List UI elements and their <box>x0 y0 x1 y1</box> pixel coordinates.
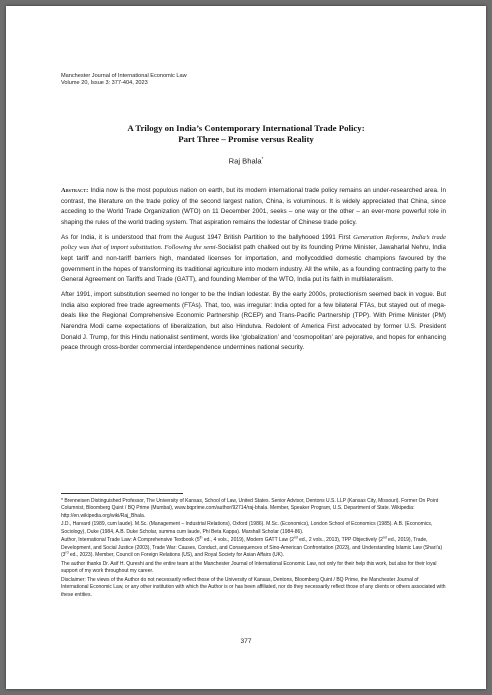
footnote-3-sup: nd <box>293 535 298 540</box>
footnote-3-part: ed., 2019), Trade, Development, and Social Justice (2003), Trade War: Causes, Conduct, and Consequences of Sino-American Confrontation (2023), and Understanding Islamic Law (Shari‘a) (3 <box>61 537 443 559</box>
paragraph-1-end: Socialist path chalked out by its founding Prime Minister, Jawaharlal Nehru, India kept tariff and non-tariff barriers high, mandated licenses for importation, and mollycoddled domestic champions favoured by the government in the hopes of transforming its traditional agriculture into modern industry. All the while, as a founding contracting party to the General Agreement on Tariffs and Trade (GATT), and founding Member of the WTO, India put its faith in multilateralism. <box>61 244 446 284</box>
journal-name: Manchester Journal of International Economic Law <box>61 73 187 79</box>
footnote-3 <box>61 537 446 559</box>
footnotes <box>61 498 446 600</box>
page-number: 377 <box>240 638 252 645</box>
journal-volume: Volume 20, Issue 3: 377-404, 2023 <box>61 80 148 87</box>
paragraph-1-italic: Generation Reforms, India’s trade policy was that of import substitution. Following the semi- <box>61 233 446 252</box>
abstract-paragraph <box>61 186 446 228</box>
abstract-label: Abstract: <box>61 187 89 194</box>
footnote-3-part: Author, International Trade Law: A Comprehensive Textbook (5 <box>61 537 200 544</box>
author-line <box>6 154 486 166</box>
body-paragraph-1 <box>61 233 446 286</box>
footnote-divider <box>61 493 183 494</box>
abstract-text: India now is the most populous nation on earth, but its modern international trade policy remains an under-researched area. In contrast, the literature on the trade policy of the second largest nation, China, is voluminous. It is widely appreciated that China, since acceding to the World Trade Organization (WTO) on 11 December 2001, seeks – one way or the other – an ever-more powerful role in shaping the rules of the world trading system. That aspiration remains the lodestar of Chinese trade policy. <box>61 187 447 226</box>
footnote-5: Disclaimer: The views of the Author do not necessarily reflect those of the University of Kansas, Dentons, Bloomberg Quint / BQ Prime, the Manchester Journal of International Economic Law, or any other institution with which the Author is or has been affiliated, nor do they necessarily reflect those of any clients or others associated with these entities. <box>61 576 446 598</box>
author-name: Raj Bhala <box>228 156 262 166</box>
article-body <box>61 186 446 358</box>
paragraph-1-start: As for India, it is understood that from the August 1947 British Partition to the ballyhooed 1991 First <box>61 233 354 241</box>
body-paragraph-2: After 1991, import substitution seemed no longer to be the Indian lodestar. By the early 2000s, protectionism seemed back in vogue. But India also explored free trade agreements (FTAs). That, too, was irregular: India opted for a few bilateral FTAs, but stayed out of mega-deals like the Regional Comprehensive Economic Partnership (RCEP) and Trans-Pacific Partnership (TPP). With Prime Minister (PM) Narendra Modi came expectations of liberalization, but also Hindutva. Redolent of America First advocated by former U.S. President Donald J. Trump, for this Hindu nationalist sentiment, words like ‘globalization’ and ‘cosmopolitan’ are pejorative, and hopes for enhancing peace through cross-border commercial interdependence undermines national security. <box>61 291 446 352</box>
title-line-2: Part Three – Promise versus Reality <box>178 134 314 145</box>
footnote-4: The author thanks Dr. Asif H. Qureshi and the entire team at the Manchester Journal of International Economic Law, not only for their help this work, but also for their loyal support of my work throughout my career. <box>61 560 437 575</box>
footnote-2: J.D., Harvard (1989, cum laude). M.Sc. (Management – Industrial Relations), Oxford (1986). M.Sc. (Economics), London School of Economics (1985). A.B. (Economics, Sociology), Duke (1984, A.B. Duke Scholar, summa cum laude, Phi Beta Kappa). Marshall Scholar (1984-86). <box>61 521 433 535</box>
title-line-1: A Trilogy on India’s Contemporary International Trade Policy: <box>127 123 365 133</box>
author-footnote-marker: * <box>261 156 264 161</box>
footnote-3-part: ed., 2 vols., 2013), TPP Objectively (2 <box>297 537 383 544</box>
article-title <box>46 123 446 146</box>
footnote-3-sup: rd <box>65 550 69 555</box>
footnote-3-part: ed., 2023). Member, Council on Foreign Relations (US), and Royal Society for Asian Affairs (UK). <box>68 552 285 559</box>
footnote-3-part: ed., 4 vols., 2019), Modern GATT Law (2 <box>202 537 294 544</box>
footnote-3-sup: th <box>199 535 203 540</box>
footnote-3-sup: nd <box>382 535 387 540</box>
document-page <box>6 6 486 689</box>
journal-header <box>61 73 187 88</box>
footnote-1: * Brenneisen Distinguished Professor, The University of Kansas, School of Law, United States. Senior Advisor, Dentons U.S. LLP (Kansas City, Missouri). Former On Point Columnist, Bloomberg Quint / BQ Prime (Mumbai), www.bqprime.com/author/92714/raj-bhala. Member, Speaker Program, U.S. Department of State. Wikipedia: http://en.wikipedia.org/wiki/Raj_Bhala. <box>61 498 439 519</box>
